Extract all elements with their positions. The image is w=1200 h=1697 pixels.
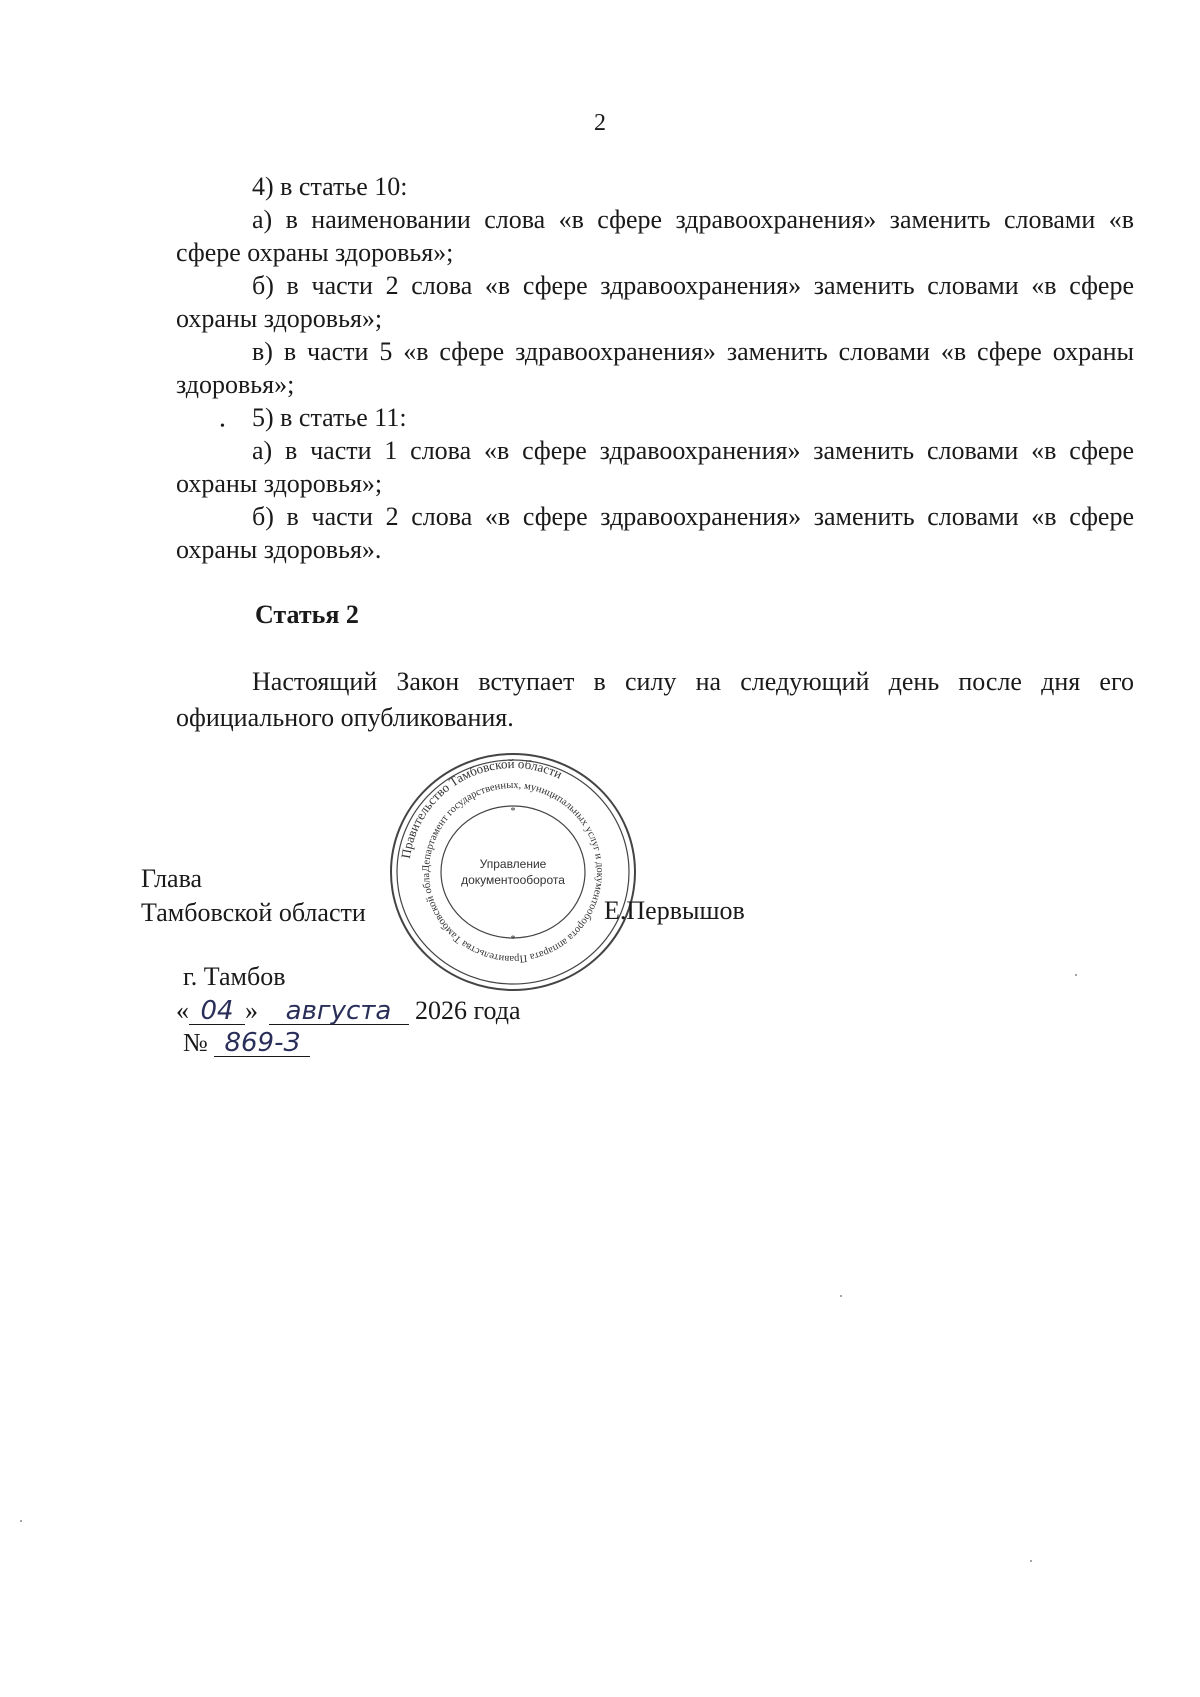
article-heading: Статья 2	[255, 600, 359, 629]
paragraph-item: в) в части 5 «в сфере здравоохранения» заменить словами «в сфере охраны здоровья»;	[176, 337, 1134, 399]
seal-middle-text: Департамент государственных, муниципальных услуг и документооборота аппарата Правительства Тамбовской обла	[420, 779, 606, 965]
scan-speck	[20, 1520, 22, 1522]
final-paragraph: Настоящий Закон вступает в силу на следующий день после дня его официального опубликования.	[176, 667, 1134, 732]
scan-mark: •	[220, 419, 225, 434]
scan-speck	[840, 1295, 842, 1297]
seal-center-line2: документооборота	[461, 873, 565, 887]
paragraph-item: 5) в статье 11:	[252, 403, 407, 432]
seal-outer-text: Правительство Тамбовской области	[397, 755, 565, 860]
paragraph-item: а) в части 1 слова «в сфере здравоохранения» заменить словами «в сфере охраны здоровья»;	[176, 436, 1134, 498]
scan-speck	[1075, 974, 1077, 976]
signatory-title-line2: Тамбовской области	[141, 898, 366, 927]
paragraph-item: б) в части 2 слова «в сфере здравоохранения» заменить словами «в сфере охраны здоровья».	[176, 502, 1134, 564]
page-number: 2	[594, 110, 606, 136]
law-number-line	[183, 1028, 310, 1058]
paragraph-item: б) в части 2 слова «в сфере здравоохранения» заменить словами «в сфере охраны здоровья»;	[176, 271, 1134, 333]
official-seal	[378, 752, 648, 992]
paragraph-item: 4) в статье 10:	[252, 172, 408, 201]
law-number-handwritten: 869-З	[214, 1030, 310, 1057]
signatory-title-line1: Глава	[141, 864, 203, 893]
seal-graphic	[378, 752, 648, 992]
scan-speck	[1030, 1560, 1032, 1562]
law-number-prefix: №	[183, 1028, 208, 1057]
date-month-handwritten: августа	[269, 998, 409, 1025]
seal-star-bottom: *	[510, 934, 516, 945]
date-year: 2026 года	[415, 996, 521, 1025]
date-line	[176, 996, 521, 1026]
date-close-quote: »	[245, 996, 258, 1025]
seal-star-top: *	[510, 806, 516, 817]
paragraph-item: а) в наименовании слова «в сфере здравоохранения» заменить словами «в сфере охраны здоровья»;	[176, 205, 1134, 267]
date-day-handwritten: 04	[189, 998, 245, 1025]
document-body	[176, 170, 1134, 566]
signatory-name: Е.Первышов	[604, 896, 745, 925]
seal-center-line1: Управление	[479, 857, 547, 871]
date-open-quote: «	[176, 996, 189, 1025]
place-of-signing: г. Тамбов	[183, 962, 286, 991]
signatory-title	[141, 862, 366, 930]
